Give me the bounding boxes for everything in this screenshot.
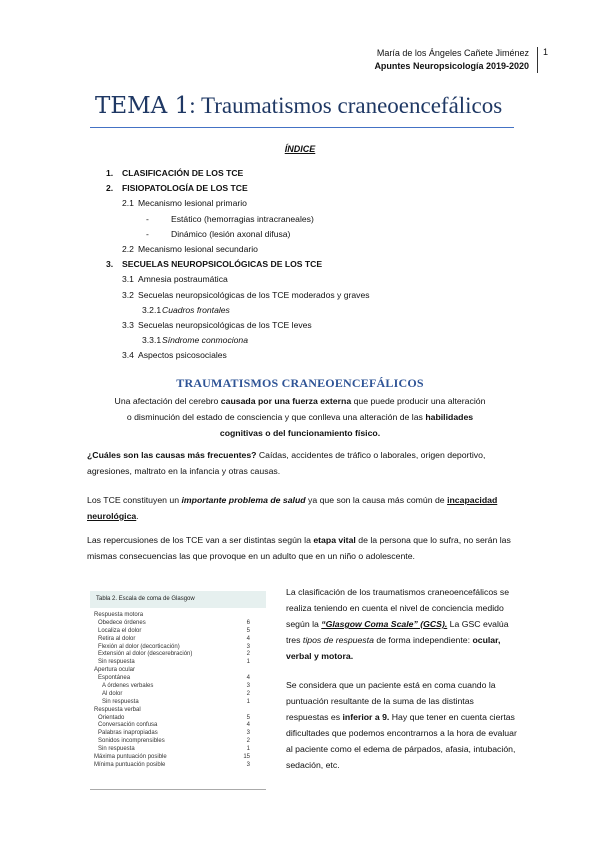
toc-item[interactable]: - Estático (hemorragias intracraneales) (146, 213, 314, 224)
table-row-label: Flexión al dolor (decorticación) (98, 643, 180, 650)
table-bottom-rule (90, 789, 266, 790)
toc-item[interactable]: 1. CLASIFICACIÓN DE LOS TCE (106, 168, 244, 178)
glasgow-table-title: Tabla 2. Escala de coma de Glasgow (90, 591, 266, 608)
toc-item[interactable]: 3.3.1Síndrome conmociona (142, 335, 248, 346)
table-row-label: Respuesta verbal (94, 706, 141, 713)
table-row-label: Respuesta motora (94, 612, 144, 618)
toc-item[interactable]: 3.1 Amnesia postraumática (122, 274, 228, 285)
table-row-label: Palabras inapropiadas (98, 730, 158, 737)
table-row-label: Apertura ocular (94, 667, 136, 674)
glasgow-table-rows (90, 612, 266, 770)
table-row (90, 738, 266, 746)
table-row (90, 754, 266, 762)
table-row (90, 612, 266, 620)
table-row-label: Sin respuesta (98, 746, 135, 753)
table-row-label: Obedece órdenes (98, 619, 146, 626)
toc-item[interactable]: 3.2 Secuelas neuropsicológicas de los TCE moderados y graves (122, 289, 370, 300)
table-row (90, 636, 266, 644)
header-author: María de los Ángeles Cañete Jiménez (376, 48, 529, 58)
table-row (90, 746, 266, 754)
table-row (90, 628, 266, 636)
table-row-value: 2 (246, 738, 250, 745)
glasgow-table-image (90, 591, 266, 790)
table-row (90, 675, 266, 683)
table-row-value: 4 (246, 722, 250, 729)
table-row-label: Máxima puntuación posible (94, 754, 167, 761)
index-title: ÍNDICE (284, 144, 316, 154)
toc-item[interactable]: 3.2.1Cuadros frontales (142, 304, 230, 315)
table-row (90, 730, 266, 738)
table-row-label: Conversación confusa (98, 722, 158, 729)
table-row (90, 667, 266, 675)
table-row-value: 1 (246, 698, 250, 705)
table-row-label: Orientado (98, 714, 125, 721)
toc-item[interactable]: - Dinámico (lesión axonal difusa) (146, 228, 291, 239)
toc-item[interactable]: 2.2 Mecanismo lesional secundario (122, 243, 258, 254)
section-title: TRAUMATISMOS CRANEOENCEFÁLICOS (176, 376, 424, 390)
definition-paragraph: Una afectación del cerebro causada por una fuerza externa que puede producir una alteración o disminución del estado de consciencia y que conlleva una alteración de las habilidades cognitivas o del funcionamiento físico. (114, 396, 486, 438)
causes-paragraph: ¿Cuáles son las causas más frecuentes? Caídas, accidentes de tráfico o laborales, origen deportivo, agresiones, maltrato en la infancia y otras causas. (87, 450, 486, 476)
table-row-value: 4 (246, 675, 250, 682)
table-row-label: Extensión al dolor (descerebración) (98, 651, 193, 658)
toc-item[interactable]: 2.1 Mecanismo lesional primario (122, 198, 247, 209)
table-row-label: A órdenes verbales (102, 683, 154, 690)
table-row-value: 3 (246, 730, 250, 737)
title-underline (90, 127, 514, 128)
table-row-value: 3 (246, 761, 250, 768)
toc-item[interactable]: 3.3 Secuelas neuropsicológicas de los TCE leves (122, 319, 312, 330)
table-row-value: 5 (246, 627, 250, 634)
tce-paragraph: Los TCE constituyen un importante problema de salud ya que son la causa más común de incapacidad neurológica. (87, 495, 498, 521)
table-row-value: 1 (246, 746, 250, 753)
table-row-value: 3 (246, 683, 250, 690)
title-rest: : Traumatismos craneoencefálicos (189, 93, 503, 118)
table-row-value: 2 (246, 651, 250, 658)
toc-item[interactable]: 3. SECUELAS NEUROPSICOLÓGICAS DE LOS TCE (106, 259, 323, 270)
table-row-label: Localiza el dolor (98, 627, 142, 634)
table-row (90, 644, 266, 652)
table-row-value: 4 (246, 635, 250, 642)
table-row (90, 699, 266, 707)
table-row (90, 707, 266, 715)
table-row-label: Sin respuesta (102, 698, 139, 705)
page-title (95, 93, 502, 119)
table-row (90, 659, 266, 667)
table-row-value: 1 (246, 659, 250, 666)
repercussions-paragraph: Las repercusiones de los TCE van a ser distintas según la etapa vital de la persona que lo sufra, no serán las mismas consecuencias las que provoque en un adulto que en un niño o adolescente. (87, 535, 511, 561)
table-row-value: 5 (246, 714, 250, 721)
table-row-value: 6 (246, 619, 250, 626)
table-row-label: Sonidos incomprensibles (98, 738, 165, 745)
header-subtitle: Apuntes Neuropsicología 2019-2020 (374, 61, 529, 71)
coma-paragraph: Se considera que un paciente está en coma cuando la puntuación resultante de la suma de las distintas respuestas es inferior a 9. Hay que tener en cuenta ciertas dificultades que podemos encontrarnos a la hora de evaluar al paciente como el edema de párpados, afasia, intubación, sedación, etc. (286, 680, 517, 770)
table-row-value: 2 (246, 690, 250, 697)
table-row-label: Al dolor (102, 690, 123, 697)
table-row (90, 715, 266, 723)
table-row (90, 620, 266, 628)
table-row-label: Mínima puntuación posible (94, 761, 166, 768)
table-row (90, 722, 266, 730)
table-row (90, 683, 266, 691)
toc-item[interactable]: 2. FISIOPATOLOGÍA DE LOS TCE (106, 183, 248, 194)
table-row (90, 691, 266, 699)
table-row-value: 3 (246, 643, 250, 650)
table-row-label: Sin respuesta (98, 659, 135, 666)
page-header (374, 47, 538, 73)
table-row-label: Retira al dolor (98, 635, 136, 642)
toc-item[interactable]: 3.4 Aspectos psicosociales (122, 350, 227, 361)
classification-paragraph: La clasificación de los traumatismos craneoencefálicos se realiza teniendo en cuenta el nivel de conciencia medido según la “Glasgow Coma Scale” (GCS). La GSC evalúa tres tipos de respuesta de forma independiente: ocular, verbal y motora. (286, 587, 510, 661)
table-row (90, 651, 266, 659)
table-row-label: Espontánea (98, 675, 131, 682)
page-number: 1 (542, 47, 548, 57)
table-of-contents (0, 166, 600, 363)
table-row (90, 762, 266, 770)
table-row-value: 15 (243, 754, 250, 761)
title-prefix: TEMA 1 (95, 93, 190, 119)
